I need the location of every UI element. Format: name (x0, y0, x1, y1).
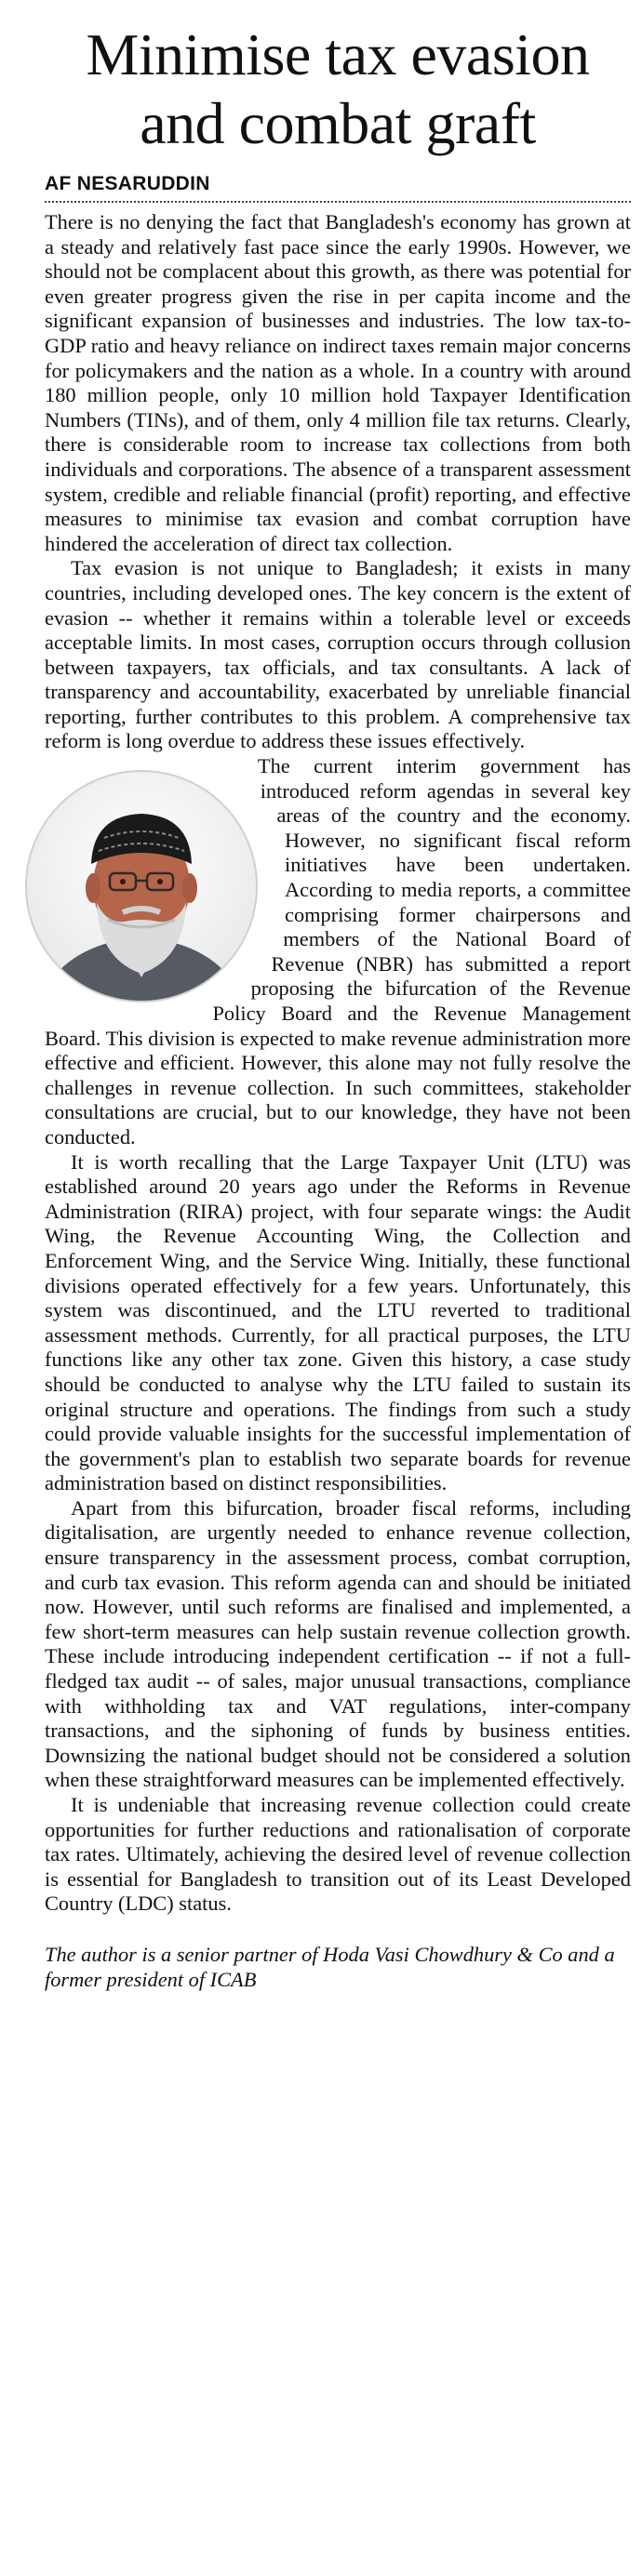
byline: AF NESARUDDIN (45, 173, 631, 203)
paragraph-6: It is undeniable that increasing revenue collection could create opportunities for further reductions and rationalisation of corporate tax rates. Ultimately, achieving the desired level of revenue collection is essential for Bangladesh to transition out of its Least Developed Country (LDC) status. (45, 1793, 631, 1916)
author-photo (19, 764, 264, 1009)
paragraph-1: There is no denying the fact that Bangladesh's economy has grown at a steady and relatively fast pace since the early 1990s. However, we should not be complacent about this growth, as there was potential for even greater progress given the rise in per capita income and the significant expansion of businesses and industries. The low tax-to-GDP ratio and heavy reliance on indirect taxes remain major concerns for policymakers and the nation as a whole. In a country with around 180 million people, only 10 million hold Taxpayer Identification Numbers (TINs), and of them, only 4 million file tax returns. Clearly, there is considerable room to increase tax collections from both individuals and corporations. The absence of a transparent assessment system, credible and reliable financial (profit) reporting, and effective measures to minimise tax evasion and combat corruption have hindered the acceleration of direct tax collection. (45, 210, 631, 555)
author-footnote: The author is a senior partner of Hoda Vasi Chowdhury & Co and a former president of ICAB (45, 1942, 615, 1991)
author-portrait (19, 764, 264, 1009)
paragraph-3: The current interim government has introduced reform agendas in several key areas of the country and the economy. However, no significant fiscal reform initiatives have been undertaken. According to media reports, a committee comprising former chairpersons and members of the National Board of Revenue (NBR) has submitted a report proposing the bifurcation of the Revenue Policy Board and the Revenue Management Board. This division is expected to make revenue administration more effective and efficient. However, this alone may not fully resolve the challenges in revenue collection. In such committees, stakeholder consultations are crucial, but to our knowledge, they have not been conducted. (45, 754, 631, 1149)
paragraph-5: Apart from this bifurcation, broader fiscal reforms, including digitalisation, are urgently needed to enhance revenue collection, ensure transparency in the assessment process, combat corruption, and curb tax evasion. This reform agenda can and should be initiated now. However, until such reforms are finalised and implemented, a few short-term measures can help sustain revenue collection growth. These include introducing independent certification -- if not a full-fledged tax audit -- of sales, major unusual transactions, compliance with withholding tax and VAT regulations, inter-company transactions, and the siphoning of funds by business entities. Downsizing the national budget should not be considered a solution when these straightforward measures can be implemented effectively. (45, 1495, 631, 1792)
headline: Minimise tax evasion and combat graft (86, 21, 590, 156)
article-body (45, 210, 631, 1917)
paragraph-2: Tax evasion is not unique to Bangladesh; it exists in many countries, including developed ones. The key concern is the extent of evasion -- whether it remains within a tolerable level or exceeds acceptable limits. In most cases, corruption occurs through collusion between taxpayers, tax officials, and tax consultants. A lack of transparency and accountability, exacerbated by unreliable financial reporting, further contributes to this problem. A comprehensive tax reform is long overdue to address these issues effectively. (45, 556, 631, 753)
paragraph-4: It is worth recalling that the Large Taxpayer Unit (LTU) was established around 20 years ago under the Reforms in Revenue Administration (RIRA) project, with four separate wings: the Audit Wing, the Revenue Accounting Wing, the Collection and Enforcement Wing, and the Service Wing. Initially, these functional divisions operated effectively for a few years. Unfortunately, this system was discontinued, and the LTU reverted to traditional assessment methods. Currently, for all practical purposes, the LTU functions like any other tax zone. Given this history, a case study should be conducted to analyse why the LTU failed to sustain its original structure and operations. The findings from such a study could provide valuable insights for the successful implementation of the government's plan to establish two separate boards for revenue administration based on distinct responsibilities. (45, 1149, 631, 1495)
